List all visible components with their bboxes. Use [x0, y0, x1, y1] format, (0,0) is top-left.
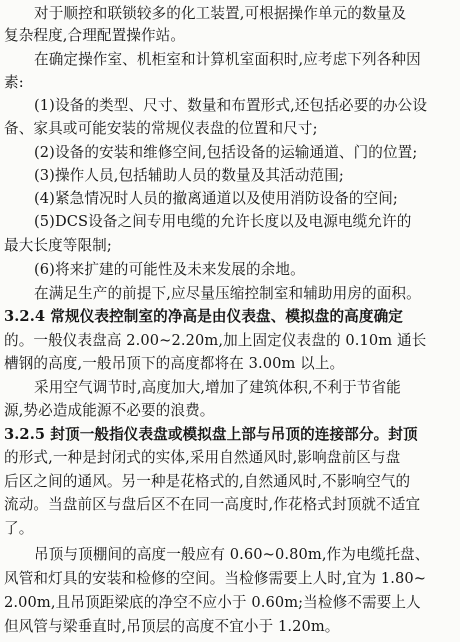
paragraph-line: 在满足生产的前提下,应尽量压缩控制室和辅助用房的面积。 — [34, 285, 421, 302]
list-item-line: 备、家具或可能安装的常规仪表盘的位置和尺寸; — [4, 120, 318, 137]
paragraph-line: 素: — [4, 74, 24, 91]
paragraph-line: 在确定操作室、机柜室和计算机室面积时,应考虑下列各种因 — [34, 51, 421, 68]
section-3-2-5-heading-line: 3.2.5 封顶一般指仪表盘或模拟盘上部与吊顶的连接部分。封顶 — [4, 426, 418, 443]
list-item-line: (2)设备的安装和维修空间,包括设备的运输通道、门的位置; — [34, 144, 418, 161]
paragraph-line: 后区之间的通风。另一种是花格式的,自然通风时,不影响空气的 — [4, 473, 411, 490]
paragraph-line: 2.00m,且吊顶距梁底的净空不应小于 0.60m;当检修不需要上人 — [4, 594, 421, 611]
list-item-line: (6)将来扩建的可能性及未来发展的余地。 — [34, 261, 305, 278]
paragraph-line: 了。 — [4, 520, 34, 537]
section-3-2-4-heading-line: 3.2.4 常规仪表控制室的净高是由仪表盘、模拟盘的高度确定 — [4, 308, 403, 325]
list-item-line: (5)DCS设备之间专用电缆的允许长度以及电源电缆允许的 — [34, 213, 412, 230]
paragraph-line: 槽钢的高度,一般吊顶下的高度都将在 3.00m 以上。 — [4, 355, 345, 372]
paragraph-line: 吊顶与顶棚间的高度一般应有 0.60~0.80m,作为电缆托盘、 — [34, 546, 430, 563]
paragraph-line: 对于顺控和联锁较多的化工装置,可根据操作单元的数量及 — [34, 5, 407, 22]
paragraph-line: 的形式,一种是封闭式的实体,采用自然通风时,影响盘前区与盘 — [4, 449, 401, 466]
paragraph-line: 复杂程度,合理配置操作站。 — [4, 27, 186, 44]
paragraph-line: 采用空气调节时,高度加大,增加了建筑体积,不利于节省能 — [34, 379, 401, 396]
paragraph-line: 风管和灯具的安装和检修的空间。当检修需要上人时,宜为 1.80~ — [4, 570, 427, 587]
paragraph-line: 的。一般仪表盘高 2.00~2.20m,加上固定仪表盘的 0.10m 通长 — [4, 332, 427, 349]
list-item-line: (3)操作人员,包括辅助人员的数量及其活动范围; — [34, 167, 344, 184]
paragraph-line: 源,势必造成能源不必要的浪费。 — [4, 402, 215, 419]
list-item-line: (4)紧急情况时人员的撤离通道以及使用消防设备的空间; — [34, 190, 398, 207]
list-item-line: (1)设备的类型、尺寸、数量和布置形式,还包括必要的办公设 — [34, 97, 428, 114]
paragraph-line: 流动。当盘前区与盘后区不在同一高度时,作花格式封顶就不适宜 — [4, 496, 421, 513]
list-item-line: 最大长度等限制; — [4, 237, 112, 254]
paragraph-line: 但风管与梁垂直时,吊顶层的高度不宜小于 1.20m。 — [4, 618, 340, 635]
